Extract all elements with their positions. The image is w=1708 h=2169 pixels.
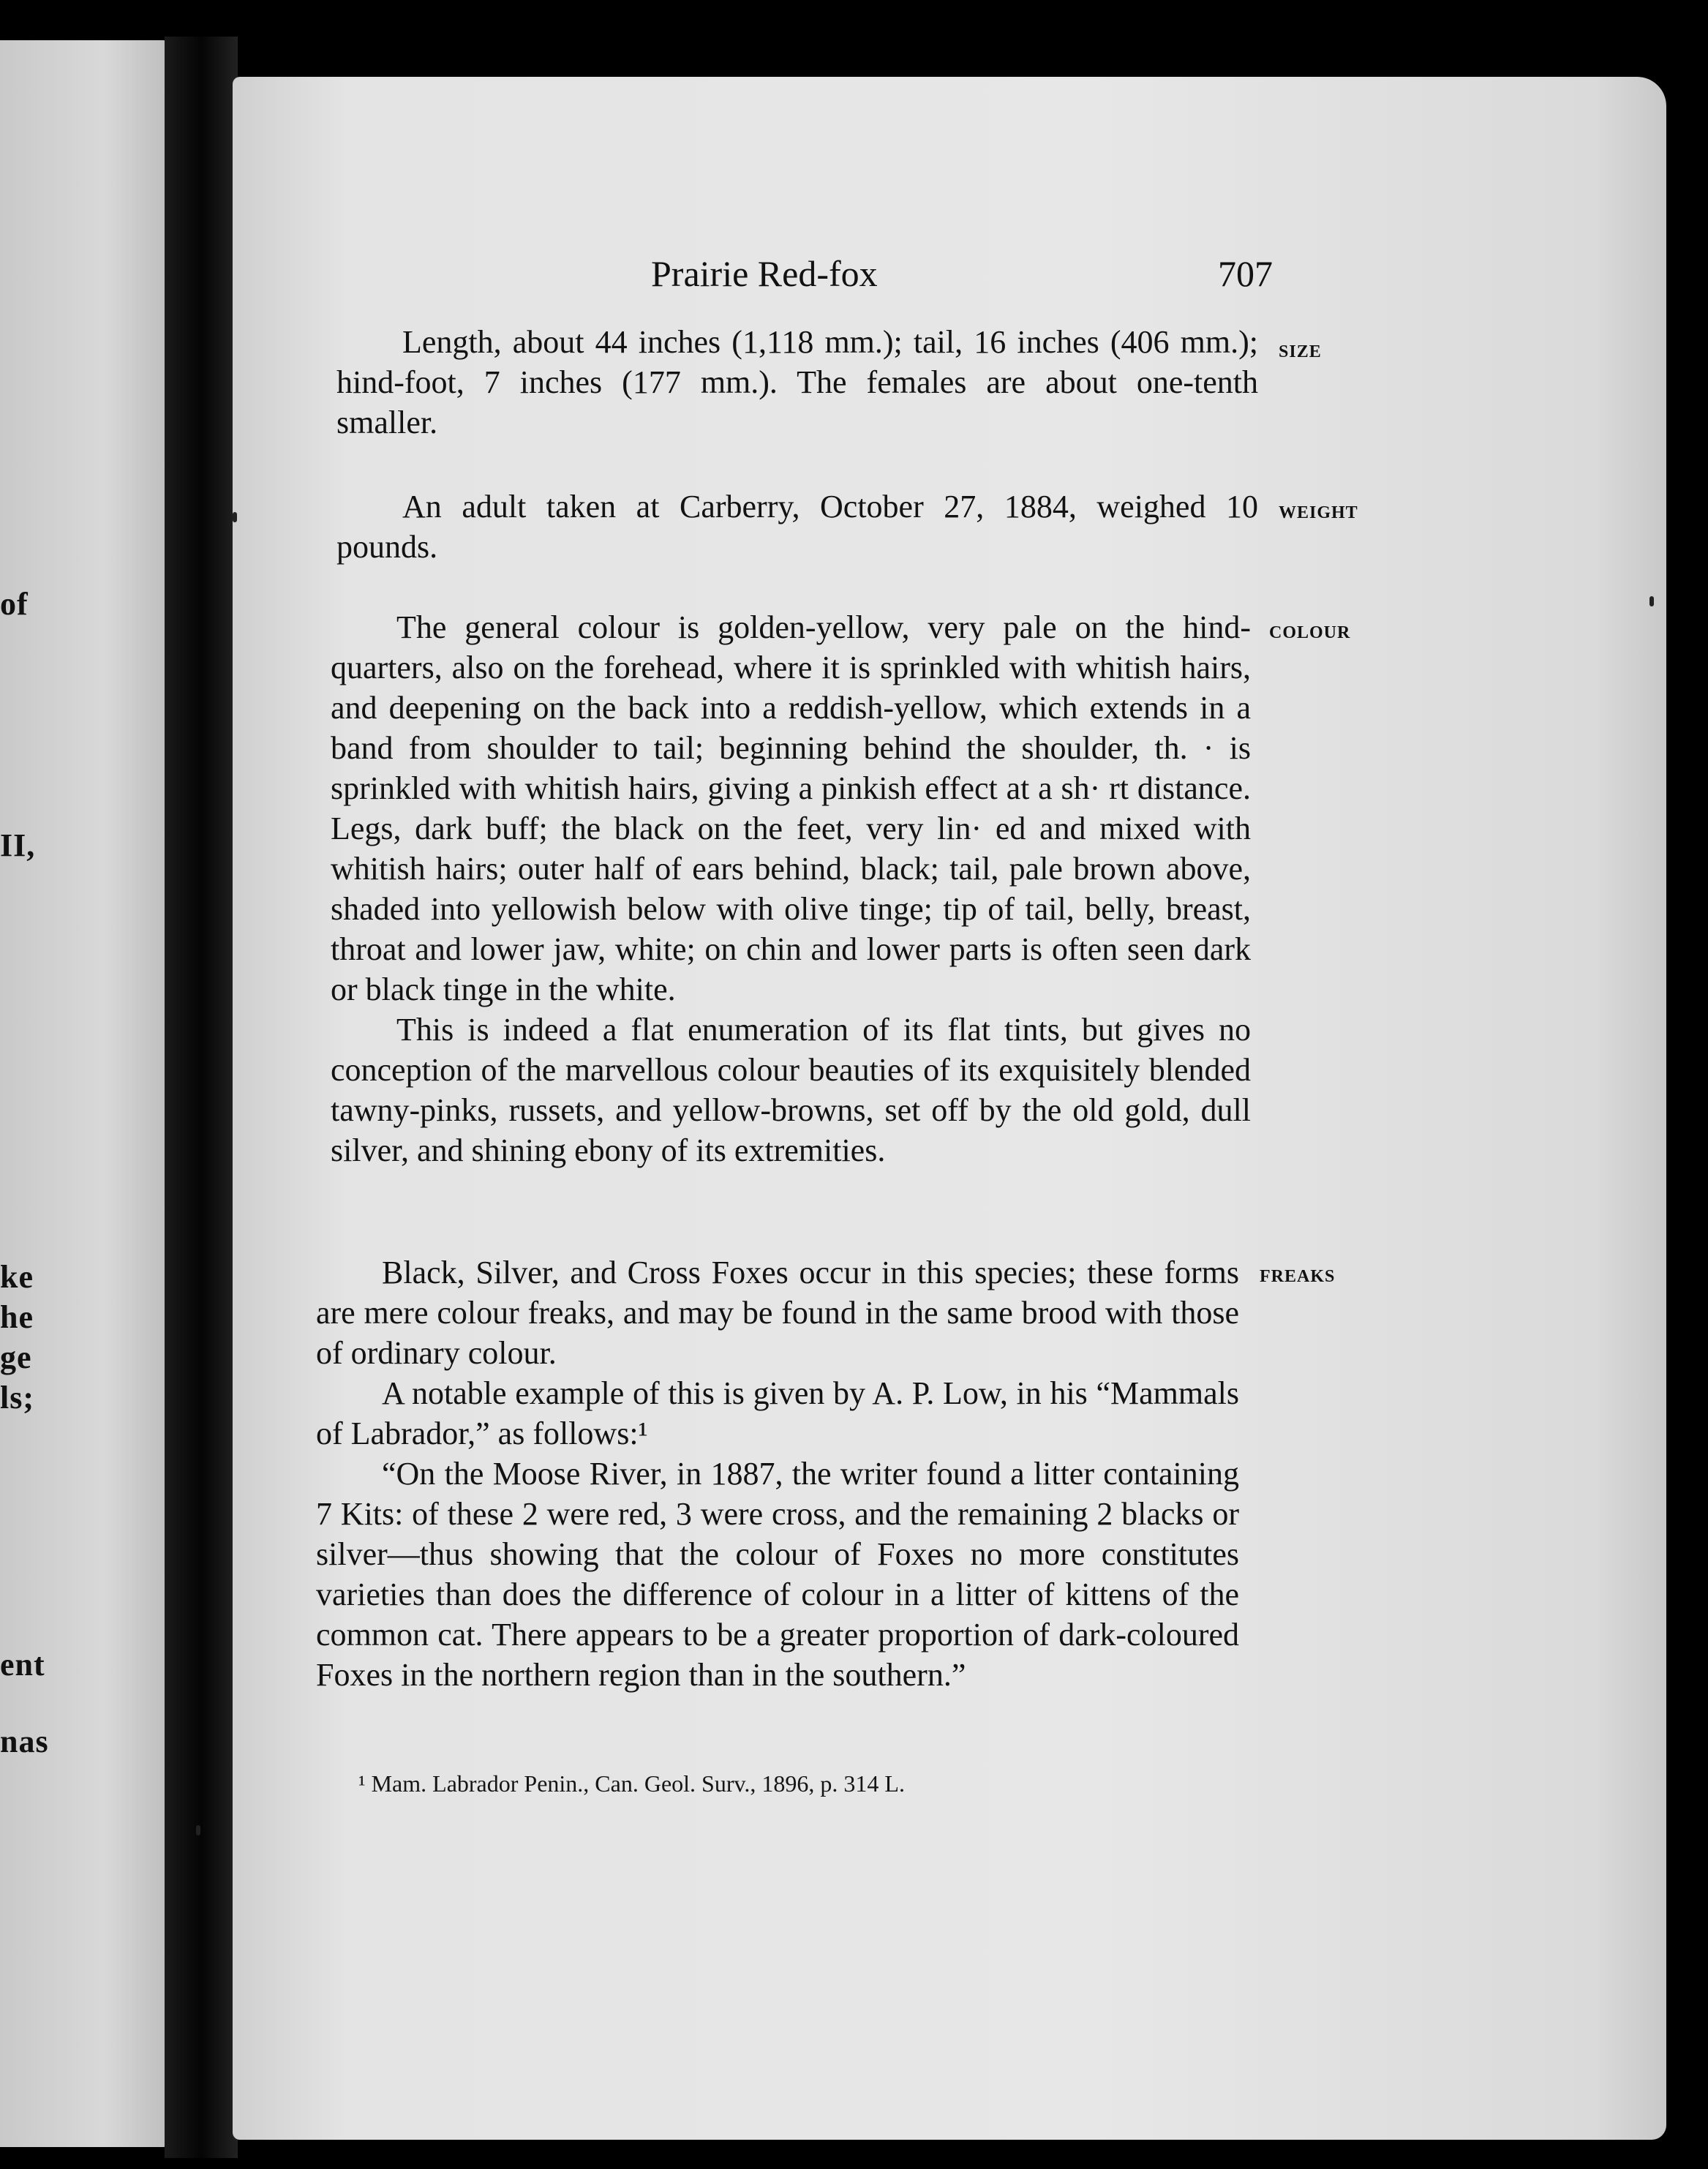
facing-page-fragment: he bbox=[0, 1299, 34, 1335]
freaks-quote: “On the Moose River, in 1887, the writer found a litter containing 7 Kits: of these 2 were red, 3 were cross, and the remaining 2 blacks or silver—thus showing that the colour of Foxes no more constitutes varieties than does the difference of colour in a litter of kittens of the common cat. There appears to be a greater proportion of dark-coloured Foxes in the northern region than in the southern.” bbox=[316, 1456, 1239, 1693]
book-gutter bbox=[165, 37, 238, 2158]
freaks-paragraph-2: A notable example of this is given by A. P. Low, in his “Mammals of Labrador,” as follows:¹ bbox=[316, 1375, 1239, 1451]
scan-speck bbox=[233, 512, 237, 522]
freaks-section bbox=[316, 1252, 1239, 1695]
margin-label-weight: WEIGHT bbox=[1279, 503, 1358, 522]
facing-page-fragment: ent bbox=[0, 1647, 45, 1683]
facing-page-fragment: ls; bbox=[0, 1380, 34, 1416]
margin-label-size: SIZE bbox=[1279, 342, 1322, 361]
running-header bbox=[651, 252, 1273, 296]
facing-page-fragment: of bbox=[0, 586, 29, 622]
scan-speck bbox=[196, 1825, 200, 1835]
facing-page-fragment: II, bbox=[0, 827, 36, 863]
colour-paragraph-1: The general colour is golden-yellow, very pale on the hind-quarters, also on the forehead, where it is sprinkled with whitish hairs, and deepening on the back into a reddish-yellow, which extends in a band from shoulder to tail; beginning behind the shoulder, th. · is sprinkled with whitish hairs, giving a pinkish effect at a sh· rt distance. Legs, dark buff; the black on the feet, very lin· ed and mixed with whitish hairs; outer half of ears behind, black; tail, pale brown above, shaded into yellowish below with olive tinge; tip of tail, belly, breast, throat and lower jaw, white; on chin and lower parts is often seen dark or black tinge in the white. bbox=[331, 609, 1251, 1007]
margin-label-colour: COLOUR bbox=[1269, 623, 1351, 642]
facing-page-fragment: ge bbox=[0, 1339, 32, 1375]
colour-paragraph-2: This is indeed a flat enumeration of its flat tints, but gives no conception of the marvellous colour beauties of its exquisitely blended tawny-pinks, russets, and yellow-browns, set off by the old gold, dull silver, and shining ebony of its extremities. bbox=[331, 1012, 1251, 1168]
colour-section bbox=[331, 607, 1251, 1170]
page-number: 707 bbox=[1218, 253, 1273, 294]
size-section bbox=[336, 322, 1258, 443]
freaks-paragraph-1: Black, Silver, and Cross Foxes occur in this species; these forms are mere colour freaks, and may be found in the same brood with those of ordinary colour. bbox=[316, 1255, 1239, 1371]
facing-page-fragment: nas bbox=[0, 1723, 49, 1759]
facing-page bbox=[0, 40, 172, 2147]
page-title: Prairie Red-fox bbox=[651, 253, 878, 294]
size-paragraph: Length, about 44 inches (1,118 mm.); tail, 16 inches (406 mm.); hind-foot, 7 inches (177 mm.). The females are about one-tenth smaller. bbox=[336, 324, 1258, 440]
margin-label-freaks: FREAKS bbox=[1260, 1267, 1336, 1286]
footnote: ¹ Mam. Labrador Penin., Can. Geol. Surv., 1896, p. 314 L. bbox=[358, 1770, 905, 1797]
weight-section bbox=[336, 486, 1258, 567]
weight-paragraph: An adult taken at Carberry, October 27, 1884, weighed 10 pounds. bbox=[336, 489, 1258, 565]
scan-speck bbox=[1649, 596, 1654, 606]
facing-page-fragment: ke bbox=[0, 1259, 34, 1295]
